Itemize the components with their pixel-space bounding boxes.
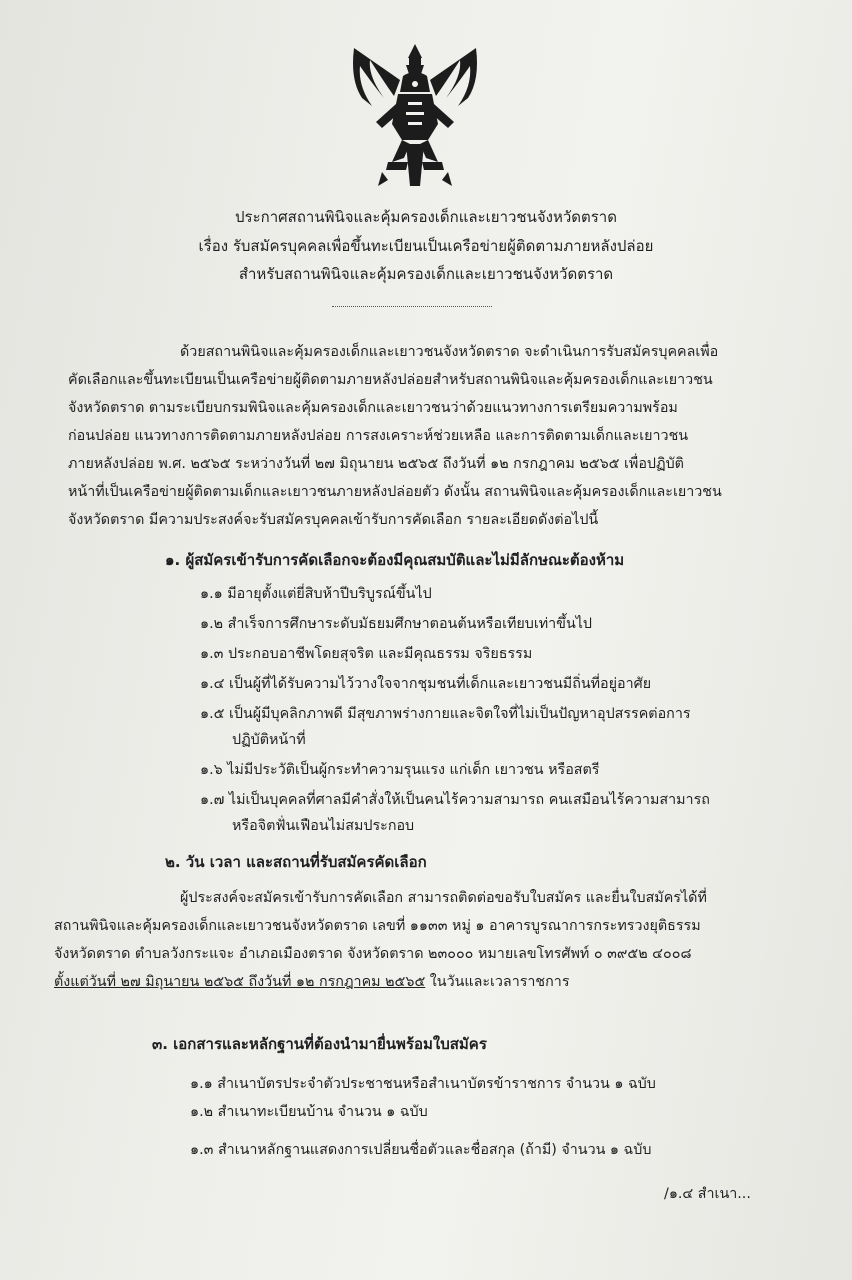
document-item: ๑.๑ สำเนาบัตรประจำตัวประชาชนหรือสำเนาบัตรข้าราชการ จำนวน ๑ ฉบับ	[190, 1076, 656, 1092]
section-3-title: ๓. เอกสารและหลักฐานที่ต้องนำมายื่นพร้อมใบสมัคร	[152, 1035, 487, 1053]
subject-line-2: สำหรับสถานพินิจและคุ้มครองเด็กและเยาวชนจังหวัดตราด	[238, 265, 614, 283]
intro-line: ก่อนปล่อย แนวทางการติดตามภายหลังปล่อย การสงเคราะห์ช่วยเหลือ และการติดตามเด็กและเยาวชน	[68, 428, 689, 444]
intro-line: คัดเลือกและขึ้นทะเบียนเป็นเครือข่ายผู้ติดตามภายหลังปล่อยสำหรับสถานพินิจและคุ้มครองเด็กและเยาวชน	[68, 372, 713, 388]
section-1-title: ๑. ผู้สมัครเข้ารับการคัดเลือกจะต้องมีคุณสมบัติและไม่มีลักษณะต้องห้าม	[165, 551, 625, 569]
qualification-item: ๑.๓ ประกอบอาชีพโดยสุจริต และมีคุณธรรม จริยธรรม	[200, 646, 533, 662]
application-dates	[54, 972, 570, 992]
announcement-title: ประกาศสถานพินิจและคุ้มครองเด็กและเยาวชนจังหวัดตราด	[235, 208, 617, 226]
intro-line: ด้วยสถานพินิจและคุ้มครองเด็กและเยาวชนจังหวัดตราด จะดำเนินการรับสมัครบุคคลเพื่อ	[180, 344, 719, 360]
qualification-item-cont: ปฏิบัติหน้าที่	[232, 732, 306, 748]
application-text: สถานพินิจและคุ้มครองเด็กและเยาวชนจังหวัดตราด เลขที่ ๑๑๓๓ หมู่ ๑ อาคารบูรณาการกระทรวงยุติธรรม	[54, 918, 701, 934]
qualification-item: ๑.๑ มีอายุตั้งแต่ยี่สิบห้าปีบริบูรณ์ขึ้นไป	[200, 586, 432, 602]
intro-line: จังหวัดตราด ตามระเบียบกรมพินิจและคุ้มครองเด็กและเยาวชนว่าด้วยแนวทางการเตรียมความพร้อม	[68, 400, 678, 416]
qualification-item: ๑.๒ สำเร็จการศึกษาระดับมัธยมศึกษาตอนต้นหรือเทียบเท่าขึ้นไป	[200, 616, 592, 632]
section-2-title: ๒. วัน เวลา และสถานที่รับสมัครคัดเลือก	[165, 853, 427, 871]
intro-line: หน้าที่เป็นเครือข่ายผู้ติดตามเด็กและเยาวชนภายหลังปล่อยตัว ดังนั้น สถานพินิจและคุ้มครองเด็กและเยาวชน	[68, 484, 722, 500]
page-continuation: /๑.๔ สำเนา...	[664, 1186, 751, 1202]
qualification-item: ๑.๔ เป็นผู้ที่ได้รับความไว้วางใจจากชุมชนที่เด็กและเยาวชนมีถิ่นที่อยู่อาศัย	[200, 676, 652, 692]
office-hours: ในวันและเวลาราชการ	[425, 974, 570, 990]
document-item: ๑.๒ สำเนาทะเบียนบ้าน จำนวน ๑ ฉบับ	[190, 1104, 428, 1120]
dotted-separator	[332, 306, 492, 307]
application-text: จังหวัดตราด ตำบลวังกระแจะ อำเภอเมืองตราด จังหวัดตราด ๒๓๐๐๐ หมายเลขโทรศัพท์ ๐ ๓๙๕๒ ๔๐๐๘	[54, 946, 692, 962]
intro-line: ภายหลังปล่อย พ.ศ. ๒๕๖๕ ระหว่างวันที่ ๒๗ มิถุนายน ๒๕๖๕ ถึงวันที่ ๑๒ กรกฎาคม ๒๕๖๕ เพื่อปฏิบัติ	[68, 456, 684, 472]
qualification-item: ๑.๕ เป็นผู้มีบุคลิกภาพดี มีสุขภาพร่างกายและจิตใจที่ไม่เป็นปัญหาอุปสรรคต่อการ	[200, 706, 691, 722]
qualification-item: ๑.๗ ไม่เป็นบุคคลที่ศาลมีคำสั่งให้เป็นคนไร้ความสามารถ คนเสมือนไร้ความสามารถ	[200, 792, 710, 808]
intro-line: จังหวัดตราด มีความประสงค์จะรับสมัครบุคคลเข้ารับการคัดเลือก รายละเอียดดังต่อไปนี้	[68, 512, 599, 528]
qualification-item: ๑.๖ ไม่มีประวัติเป็นผู้กระทำความรุนแรง แก่เด็ก เยาวชน หรือสตรี	[200, 762, 600, 778]
qualification-item-cont: หรือจิตฟั่นเฟือนไม่สมประกอบ	[232, 818, 415, 834]
subject-line: เรื่อง รับสมัครบุคคลเพื่อขึ้นทะเบียนเป็นเครือข่ายผู้ติดตามภายหลังปล่อย	[198, 237, 654, 255]
application-date-range: ตั้งแต่วันที่ ๒๗ มิถุนายน ๒๕๖๕ ถึงวันที่ ๑๒ กรกฎาคม ๒๕๖๕	[54, 974, 426, 990]
application-text: ผู้ประสงค์จะสมัครเข้ารับการคัดเลือก สามารถติดต่อขอรับใบสมัคร และยื่นใบสมัครได้ที่	[180, 890, 707, 906]
garuda-emblem-icon	[348, 40, 482, 192]
document-item: ๑.๓ สำเนาหลักฐานแสดงการเปลี่ยนชื่อตัวและชื่อสกุล (ถ้ามี) จำนวน ๑ ฉบับ	[190, 1142, 652, 1158]
